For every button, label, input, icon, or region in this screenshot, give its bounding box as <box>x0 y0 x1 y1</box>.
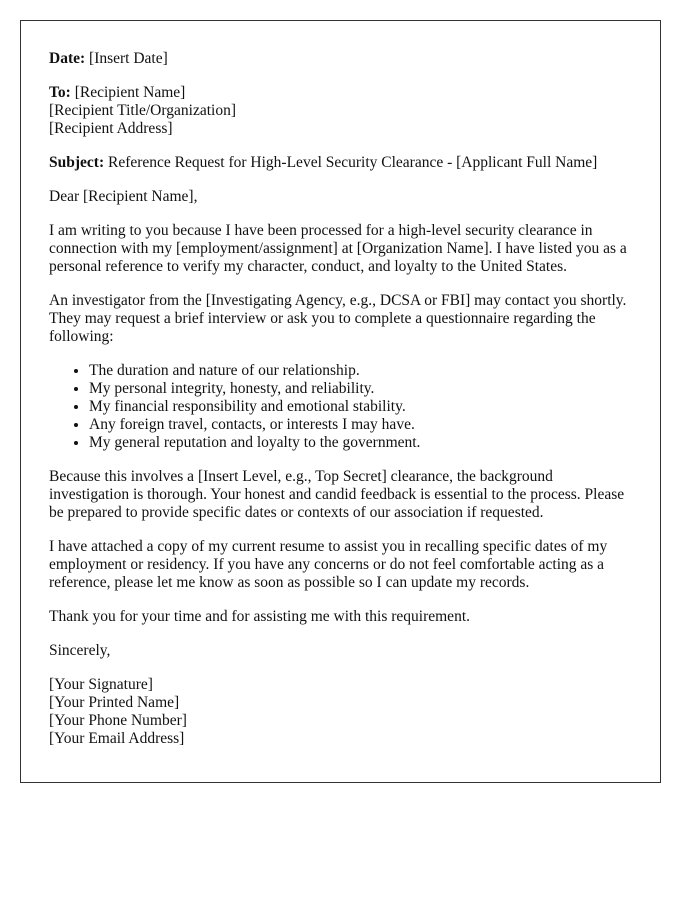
letter-document <box>20 20 661 783</box>
list-item: • My general reputation and loyalty to the government. <box>89 434 632 452</box>
paragraph-investigator: An investigator from the [Investigating Agency, e.g., DCSA or FBI] may contact you shortly. They may request a brief interview or ask you to complete a questionnaire regarding the following: <box>49 292 627 345</box>
signature-block <box>49 676 632 748</box>
closing: Sincerely, <box>49 642 111 659</box>
list-item: • The duration and nature of our relationship. <box>89 362 632 380</box>
printed-name: [Your Printed Name] <box>49 694 180 711</box>
paragraph-clearance-level: Because this involves a [Insert Level, e.g., Top Secret] clearance, the background investigation is thorough. Your honest and candid feedback is essential to the process. Please be prepared to provide specific dates or contexts of our association if requested. <box>49 468 625 521</box>
to-label: To: <box>49 84 71 101</box>
list-item: • My financial responsibility and emotional stability. <box>89 398 632 416</box>
recipient-name-line <box>49 84 632 102</box>
recipient-name: [Recipient Name] <box>70 84 186 101</box>
paragraph-intro: I am writing to you because I have been processed for a high-level security clearance in connection with my [employment/assignment] at [Organization Name]. I have listed you as a personal reference to verify my character, conduct, and loyalty to the United States. <box>49 222 627 275</box>
recipient-title: [Recipient Title/Organization] <box>49 102 236 119</box>
subject-value: Reference Request for High-Level Security Clearance - [Applicant Full Name] <box>104 154 598 171</box>
list-item: • My personal integrity, honesty, and reliability. <box>89 380 632 398</box>
signature: [Your Signature] <box>49 676 153 693</box>
email-address: [Your Email Address] <box>49 730 185 747</box>
list-item: • Any foreign travel, contacts, or interests I may have. <box>89 416 632 434</box>
date-line <box>49 50 632 68</box>
topics-list <box>49 362 632 452</box>
paragraph-resume: I have attached a copy of my current resume to assist you in recalling specific dates of my employment or residency. If you have any concerns or do not feel comfortable acting as a reference, please let me know as soon as possible so I can update my records. <box>49 538 608 591</box>
subject-label: Subject: <box>49 154 105 171</box>
paragraph-thanks: Thank you for your time and for assisting me with this requirement. <box>49 608 470 625</box>
salutation: Dear [Recipient Name], <box>49 188 198 205</box>
date-label: Date: <box>49 50 86 67</box>
recipient-address: [Recipient Address] <box>49 120 173 137</box>
subject-line <box>49 154 632 172</box>
recipient-block <box>49 84 632 138</box>
date-value: [Insert Date] <box>85 50 168 67</box>
phone-number: [Your Phone Number] <box>49 712 187 729</box>
